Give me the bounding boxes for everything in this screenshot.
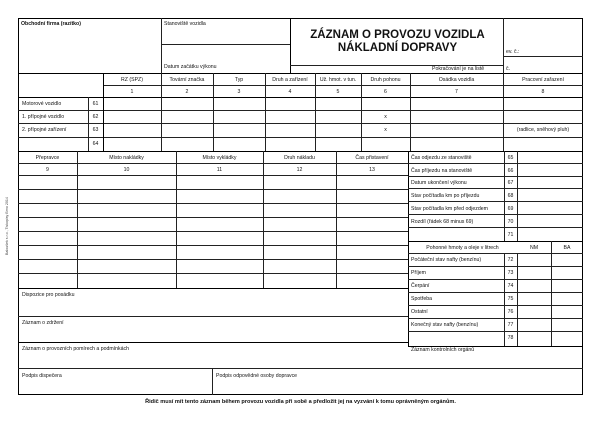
row-label-trailer-1: 1. přípojné vozidlo [22, 114, 65, 120]
assignment-note: (radlice, sněhový pluh) [516, 127, 570, 133]
dispatcher-signature-label: Podpis dispečera [22, 373, 62, 379]
row-code: 69 [507, 206, 514, 212]
conditions-record-label: Záznam o provozních pomírech a podmínkách [22, 346, 129, 352]
col-number: 4 [288, 89, 292, 95]
col-number: 1 [130, 89, 134, 95]
col-number: 2 [185, 89, 189, 95]
responsible-signature-label: Podpis odpovědné osoby dopravce [216, 373, 298, 379]
row-code: 77 [507, 322, 514, 328]
row-code: 75 [507, 296, 514, 302]
col-number: 6 [384, 89, 387, 95]
col-number: 11 [216, 167, 223, 173]
footer-notice: Řidič musí mít tento záznam během provozu vozidla při sobě a předložit jej na vyzvání k tomu oprávněným orgánům. [145, 399, 456, 405]
ev-number-label: ev. č.: [506, 49, 520, 55]
continuation-number-label: č. [506, 66, 511, 72]
col-header-arrival-time: Čas přistavení [355, 155, 389, 161]
form-title-line2: NÁKLADNÍ DOPRAVY [337, 42, 458, 54]
side-note: Baloušek s.r.o., Tiskopisy Brno 2014 [5, 197, 9, 255]
col-number: 7 [455, 89, 458, 95]
start-date-label: Datum začátku výkonu [164, 64, 217, 70]
col-number: 5 [336, 89, 340, 95]
drive-mark: x [384, 114, 387, 120]
col-number: 13 [369, 167, 375, 173]
col-header-crew: Osádka vozidla [438, 77, 475, 83]
continuation-label: Pokračování je na listě [432, 66, 485, 72]
col-number: 10 [123, 167, 130, 173]
fuel-header: Pohonné hmoty a oleje v litrech [426, 245, 499, 251]
odometer-before-label: Stav počítadla km před odjezdem [411, 206, 488, 212]
row-code: 71 [507, 232, 514, 238]
col-header-loading: Místo nakládky [109, 155, 144, 161]
row-code: 76 [507, 309, 514, 315]
end-date-label: Datum ukončení výkonu [411, 180, 467, 186]
fuel-consumption-label: Spotřeba [411, 296, 433, 302]
col-header-carrier: Přepravce [35, 155, 60, 161]
row-code: 73 [507, 270, 514, 276]
col-header-unloading: Místo vykládky [202, 155, 237, 161]
row-code: 67 [507, 180, 514, 186]
crew-disposal-label: Dispozice pro posádku [22, 292, 75, 298]
col-header-kind: Druh a zařízení [272, 77, 308, 83]
col-number: 8 [541, 89, 545, 95]
col-header-cargo: Druh nákladu [284, 155, 315, 161]
odometer-after-label: Stav počítadla km po příjezdu [411, 193, 480, 199]
arrival-time-label: Čas příjezdu na stanoviště [411, 168, 473, 174]
row-code: 63 [92, 127, 99, 133]
control-record-label: Záznam kontrolních orgánů [411, 347, 475, 353]
col-header-rz: RZ (SPZ) [121, 77, 143, 83]
row-label-motor-vehicle: Motorové vozidlo [22, 101, 62, 107]
fuel-end-label: Konečný stav nafty (benzínu) [411, 322, 479, 328]
row-code: 70 [507, 219, 514, 225]
fuel-pumping-label: Čerpání [411, 283, 430, 289]
fuel-start-label: Počáteční stav nafty (benzínu) [411, 257, 482, 263]
col-header-brand: Tovární značka [169, 77, 205, 83]
delay-record-label: Záznam o zdržení [22, 320, 64, 326]
col-number: 12 [296, 167, 303, 173]
col-header-weight: Už. hmot. v tun. [319, 77, 357, 83]
row-code: 64 [92, 141, 99, 147]
col-header-drive: Druh pohonu [370, 77, 401, 83]
row-code: 72 [507, 257, 514, 263]
col-header-type: Typ [234, 77, 244, 83]
fuel-ba-header: BA [563, 245, 571, 251]
form-title-line1: ZÁZNAM O PROVOZU VOZIDLA [310, 29, 485, 41]
drive-mark: x [384, 127, 387, 133]
row-code: 78 [507, 335, 514, 341]
fuel-income-label: Příjem [411, 270, 426, 276]
fuel-other-label: Ostatní [411, 309, 428, 315]
row-label-trailer-2: 2. přípojné zařízení [22, 127, 67, 133]
row-code: 62 [92, 114, 99, 120]
row-code: 65 [507, 155, 514, 161]
departure-time-label: Čas odjezdu ze stanoviště [411, 155, 472, 161]
col-number: 9 [46, 167, 49, 173]
row-code: 74 [507, 283, 514, 289]
col-header-assignment: Pracovní zařazení [522, 77, 564, 83]
row-code: 68 [507, 193, 514, 199]
row-code: 61 [92, 101, 99, 107]
col-number: 3 [237, 89, 241, 95]
company-label: Obchodní firma (razítko) [21, 21, 81, 27]
difference-label: Rozdíl (řádek 68 minus 69) [411, 219, 474, 225]
vehicle-location-label: Stanoviště vozidla [164, 21, 206, 27]
fuel-nm-header: NM [529, 245, 539, 251]
row-code: 66 [507, 168, 514, 174]
